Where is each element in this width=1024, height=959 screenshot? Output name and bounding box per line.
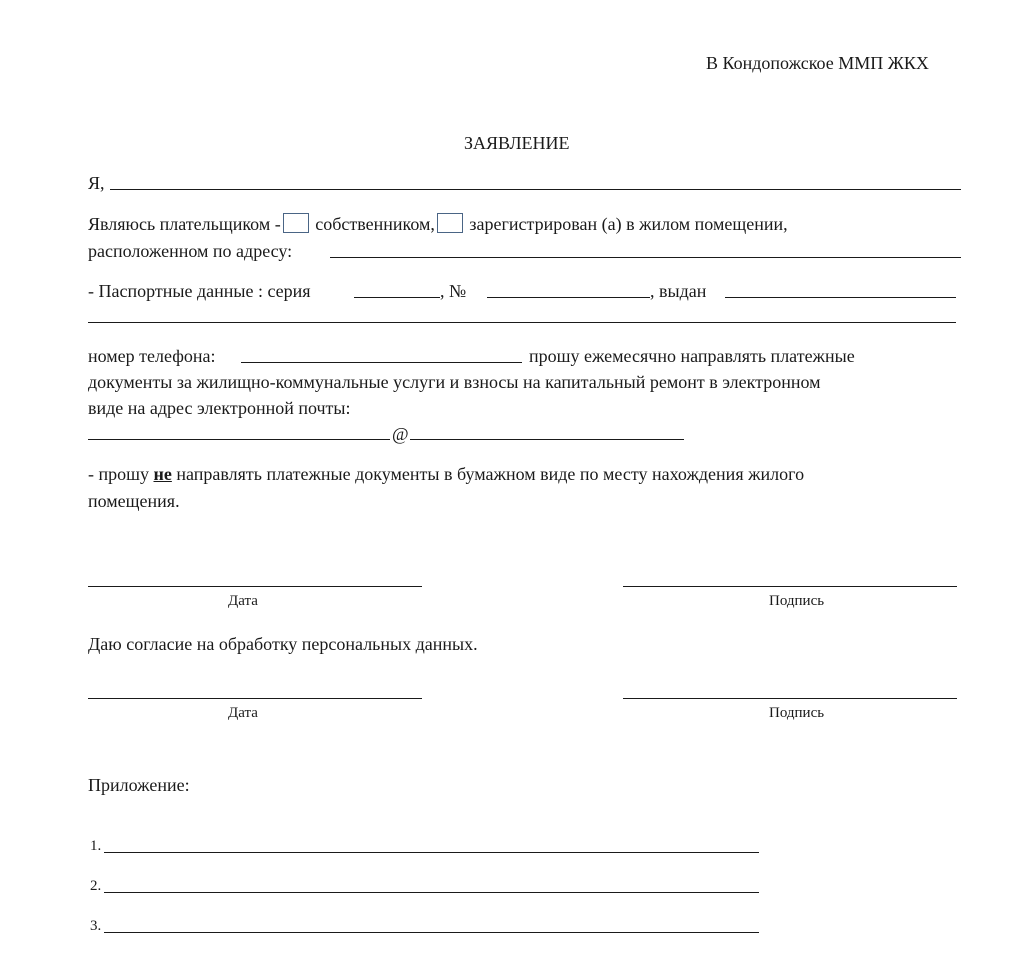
passport-number-field[interactable]	[487, 297, 650, 298]
owner-label: собственником,	[315, 214, 435, 234]
address-field[interactable]	[330, 257, 961, 258]
owner-checkbox[interactable]	[283, 213, 309, 233]
email-at: @	[392, 424, 409, 444]
appendix-item-1-field[interactable]	[104, 852, 759, 853]
paper-not: не	[153, 464, 172, 484]
appendix-label: Приложение:	[88, 775, 190, 795]
name-field[interactable]	[110, 189, 961, 190]
phone-request-line2: документы за жилищно-коммунальные услуги и взносы на капитальный ремонт в электронном	[88, 372, 821, 392]
passport-issued-field[interactable]	[725, 297, 956, 298]
registered-checkbox[interactable]	[437, 213, 463, 233]
paper-request	[88, 465, 804, 483]
date-field-1[interactable]	[88, 586, 422, 587]
email-local-field[interactable]	[88, 439, 390, 440]
date-label-2: Дата	[228, 705, 258, 721]
payer-line	[88, 213, 788, 233]
phone-request: прошу ежемесячно направлять платежные	[529, 346, 855, 366]
paper-rest: направлять платежные документы в бумажном виде по месту нахождения жилого	[176, 464, 805, 484]
payer-text: Являюсь плательщиком -	[88, 214, 281, 234]
email-domain-field[interactable]	[410, 439, 684, 440]
signature-field-1[interactable]	[623, 586, 957, 587]
appendix-item-3-number: 3.	[90, 918, 102, 934]
date-field-2[interactable]	[88, 698, 422, 699]
registered-label: зарегистрирован (а) в жилом помещении,	[469, 214, 788, 234]
appendix-item-2-field[interactable]	[104, 892, 759, 893]
passport-prefix: - Паспортные данные : серия	[88, 281, 311, 301]
consent-text: Даю согласие на обработку персональных данных.	[88, 634, 478, 654]
signature-field-2[interactable]	[623, 698, 957, 699]
phone-field[interactable]	[241, 362, 522, 363]
date-label-1: Дата	[228, 593, 258, 609]
document-title: ЗАЯВЛЕНИЕ	[464, 133, 570, 153]
signature-label-1: Подпись	[769, 593, 825, 609]
phone-request-line3: виде на адрес электронной почты:	[88, 398, 351, 418]
passport-series-field[interactable]	[354, 297, 440, 298]
signature-label-2: Подпись	[769, 705, 825, 721]
passport-number-label: , №	[440, 281, 467, 301]
appendix-item-2-number: 2.	[90, 878, 102, 894]
appendix-item-3-field[interactable]	[104, 932, 759, 933]
phone-label: номер телефона:	[88, 346, 216, 366]
ya-label: Я,	[88, 173, 105, 193]
passport-issued-label: , выдан	[650, 281, 707, 301]
passport-issued-field-2[interactable]	[88, 322, 956, 323]
paper-prefix: - прошу	[88, 464, 149, 484]
address-label: расположенном по адресу:	[88, 241, 293, 261]
paper-request-line2: помещения.	[88, 491, 180, 511]
appendix-item-1-number: 1.	[90, 838, 102, 854]
addressee: В Кондопожское ММП ЖКХ	[706, 53, 929, 73]
